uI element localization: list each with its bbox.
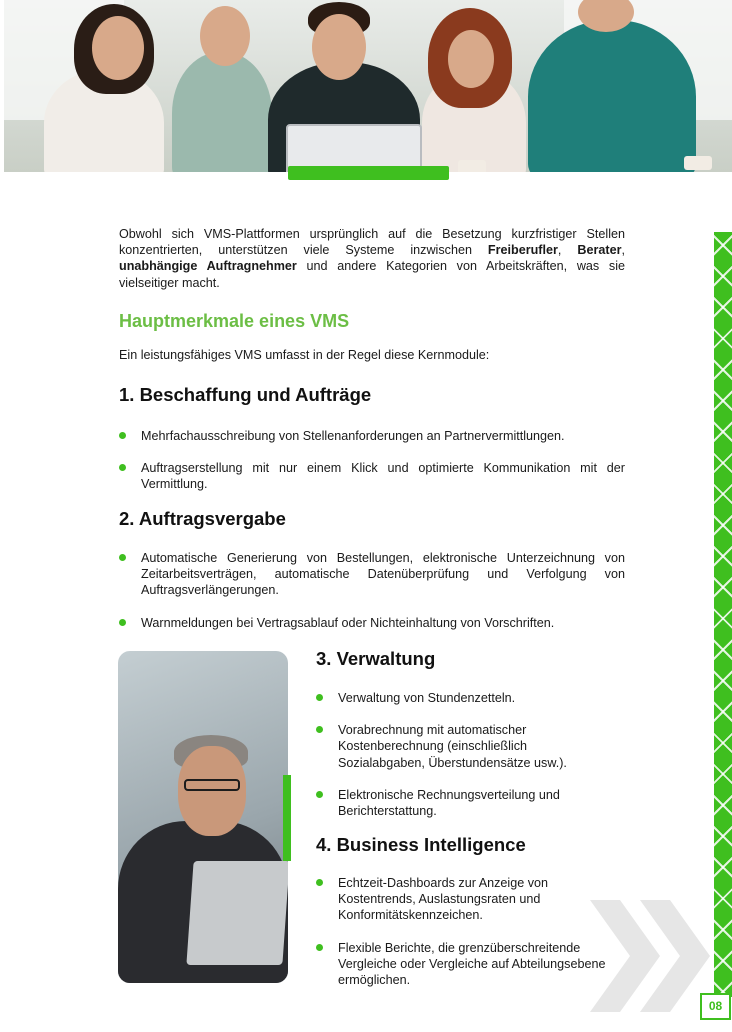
header-accent-bar xyxy=(288,166,449,180)
section-list-verwaltung xyxy=(316,690,606,819)
list-item: Mehrfachausschreibung von Stellenanforderungen an Partnervermittlungen. xyxy=(119,428,625,444)
man-with-laptop-photo xyxy=(118,651,288,983)
laptop-illustration xyxy=(286,124,422,172)
list-item: Verwaltung von Stundenzetteln. xyxy=(316,690,606,706)
glasses-illustration xyxy=(184,779,240,791)
section-title-auftragsvergabe: 2. Auftragsvergabe xyxy=(119,508,286,529)
page-number: 08 xyxy=(700,993,731,1020)
list-item: Warnmeldungen bei Vertragsablauf oder Nichteinhaltung von Vorschriften. xyxy=(119,615,625,631)
list-item: Flexible Berichte, die grenzüberschreitende Vergleiche oder Vergleiche auf Abteilungsebene ermöglichen. xyxy=(316,940,606,989)
list-item: Echtzeit-Dashboards zur Anzeige von Kostentrends, Auslastungsraten und Konformitätskennzeichen. xyxy=(316,875,606,924)
list-item: Auftragserstellung mit nur einem Klick und optimierte Kommunikation mit der Vermittlung. xyxy=(119,460,625,492)
photo-accent-bar xyxy=(283,775,291,861)
section-title-beschaffung: 1. Beschaffung und Aufträge xyxy=(119,384,372,405)
list-item: Automatische Generierung von Bestellungen, elektronische Unterzeichnung von Zeitarbeitsverträgen, automatische Datenüberprüfung und Verfolgung von Auftragsverlängerungen. xyxy=(119,550,625,599)
lead-text: Ein leistungsfähiges VMS umfasst in der Regel diese Kernmodule: xyxy=(119,348,490,362)
section-list-auftragsvergabe xyxy=(119,550,625,631)
list-item: Elektronische Rechnungsverteilung und Berichterstattung. xyxy=(316,787,606,819)
list-item: Vorabrechnung mit automatischer Kostenberechnung (einschließlich Sozialabgaben, Überstundensätze usw.). xyxy=(316,722,606,771)
main-heading: Hauptmerkmale eines VMS xyxy=(119,311,350,331)
section-title-verwaltung: 3. Verwaltung xyxy=(316,648,436,669)
section-list-business-intelligence xyxy=(316,875,606,988)
header-team-photo xyxy=(4,0,732,172)
intro-paragraph: Obwohl sich VMS-Plattformen ursprünglich auf die Besetzung kurzfristiger Stellen konzentrierten, unterstützen viele Systeme inzwischen Freiberufler, Berater, unabhängige Auftragnehmer und andere Kategorien von Arbeitskräften, was sie vielseitiger macht. xyxy=(119,227,625,290)
section-list-beschaffung xyxy=(119,428,625,493)
section-title-business-intelligence: 4. Business Intelligence xyxy=(316,834,526,855)
